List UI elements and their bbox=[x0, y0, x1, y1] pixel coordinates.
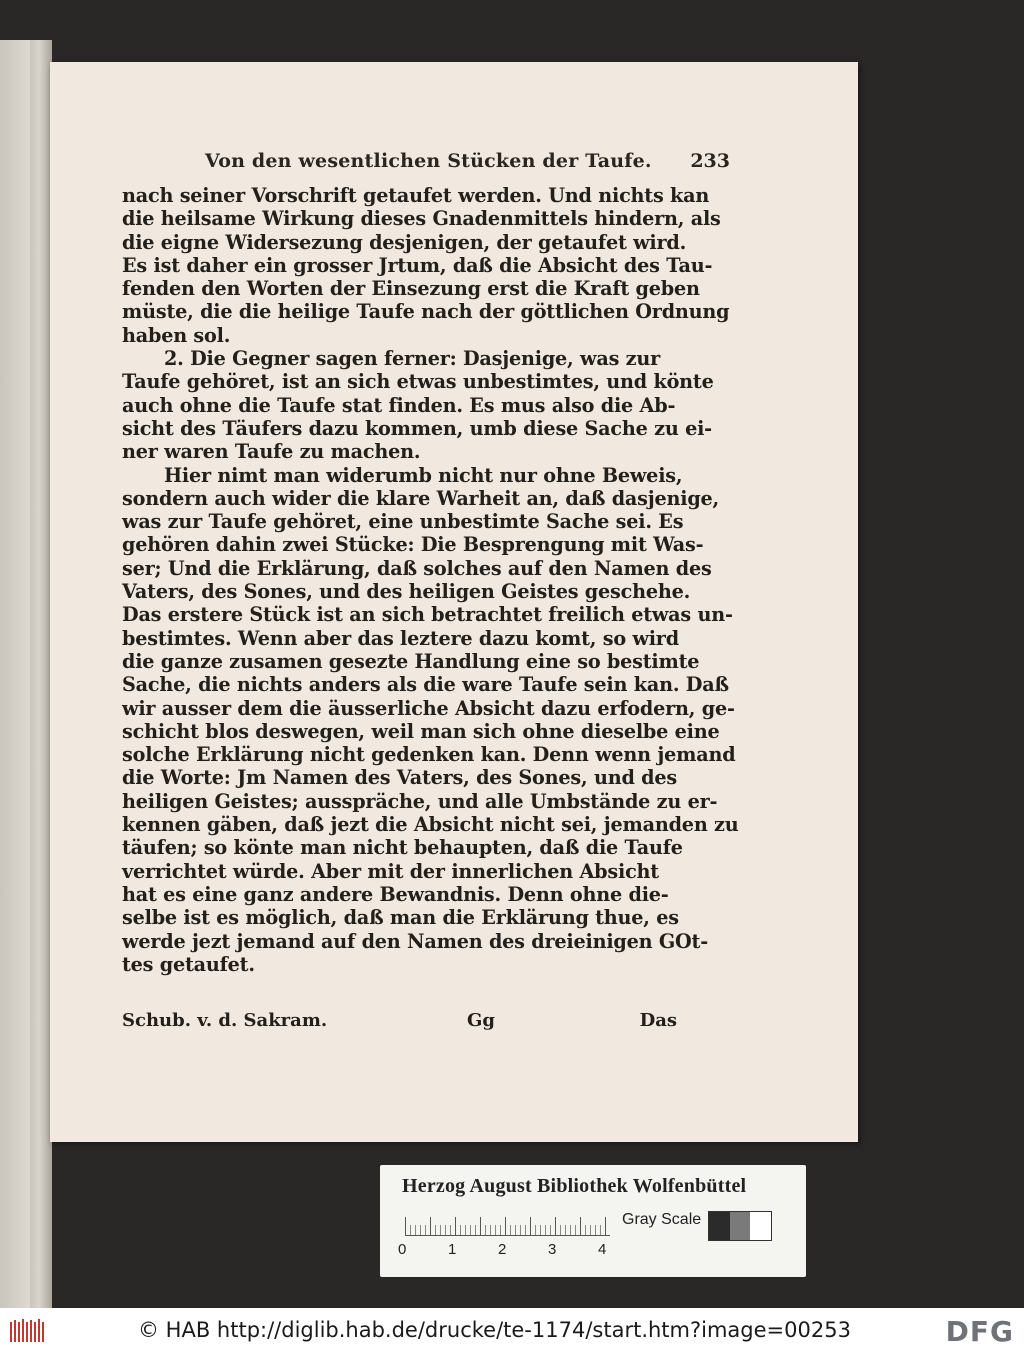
ruler-tick bbox=[540, 1225, 541, 1235]
text-line: Sache, die nichts anders als die ware Taufe sein kan. Daß bbox=[122, 673, 729, 697]
text-line: Taufe gehöret, ist an sich etwas unbestimtes, und könte bbox=[122, 370, 714, 394]
text-line: die eigne Widersezung desjenigen, der getaufet wird. bbox=[122, 230, 687, 254]
ruler-tick bbox=[455, 1217, 456, 1235]
page-footer bbox=[122, 1010, 677, 1036]
text-line: ner waren Taufe zu machen. bbox=[122, 440, 421, 464]
running-head bbox=[205, 150, 730, 178]
page-body-text bbox=[122, 184, 739, 976]
hab-logo-icon bbox=[8, 1316, 46, 1346]
ruler-tick bbox=[550, 1225, 551, 1235]
catchword: Das bbox=[639, 1010, 677, 1031]
text-line: heiligen Geistes; ausspräche, und alle Umbstände zu er- bbox=[122, 789, 718, 813]
ruler-number: 0 bbox=[398, 1241, 407, 1258]
text-line: nach seiner Vorschrift getaufet werden. Und nichts kan bbox=[122, 184, 710, 207]
text-line: täufen; so könte man nicht behaupten, daß die Taufe bbox=[122, 836, 683, 860]
signature-mark: Gg bbox=[467, 1010, 495, 1031]
library-name: Herzog August Bibliothek Wolfenbüttel bbox=[402, 1175, 747, 1197]
text-line: ser; Und die Erklärung, daß solches auf den Namen des bbox=[122, 556, 712, 580]
text-line: müste, die die heilige Taufe nach der göttlichen Ordnung bbox=[122, 300, 730, 324]
text-line: Hier nimt man widerumb nicht nur ohne Beweis, bbox=[164, 463, 683, 487]
gray-swatch bbox=[709, 1212, 730, 1240]
ruler-number: 1 bbox=[448, 1241, 457, 1258]
gray-scale-label: Gray Scale bbox=[622, 1211, 702, 1228]
ruler-tick bbox=[535, 1225, 536, 1235]
scale-ruler bbox=[405, 1211, 610, 1237]
ruler-tick bbox=[510, 1225, 511, 1235]
text-line: verrichtet würde. Aber mit der innerlichen Absicht bbox=[122, 859, 659, 883]
text-line: tes getaufet. bbox=[122, 952, 255, 976]
ruler-number: 2 bbox=[498, 1241, 507, 1258]
color-reference-card bbox=[380, 1165, 806, 1277]
ruler-numbers bbox=[398, 1241, 638, 1261]
text-line: Vaters, des Sones, und des heiligen Geistes geschehe. bbox=[122, 580, 691, 604]
footer-bar bbox=[0, 1308, 1024, 1353]
ruler-tick bbox=[600, 1225, 601, 1235]
ruler-tick bbox=[450, 1225, 451, 1235]
text-line: kennen gäben, daß jezt die Absicht nicht sei, jemanden zu bbox=[122, 813, 739, 837]
ruler-tick bbox=[515, 1225, 516, 1235]
text-line: schicht blos deswegen, weil man sich ohne dieselbe eine bbox=[122, 719, 720, 743]
signature-line: Schub. v. d. Sakram. bbox=[122, 1010, 328, 1031]
ruler-tick bbox=[520, 1225, 521, 1235]
ruler-tick bbox=[555, 1217, 556, 1235]
text-line: fenden den Worten der Einsezung erst die Kraft geben bbox=[122, 277, 700, 301]
text-line: die heilsame Wirkung dieses Gnadenmittels hindern, als bbox=[122, 207, 721, 231]
ruler-tick bbox=[475, 1225, 476, 1235]
text-line: gehören dahin zwei Stücke: Die Besprengung mit Was- bbox=[122, 533, 704, 557]
text-line: auch ohne die Taufe stat finden. Es mus also die Ab- bbox=[122, 393, 676, 417]
ruler-tick bbox=[425, 1225, 426, 1235]
text-line: solche Erklärung nicht gedenken kan. Denn wenn jemand bbox=[122, 743, 736, 767]
ruler-number: 4 bbox=[598, 1241, 607, 1258]
text-line: bestimtes. Wenn aber das leztere dazu komt, so wird bbox=[122, 626, 679, 650]
ruler-tick bbox=[470, 1225, 471, 1235]
ruler-tick bbox=[595, 1225, 596, 1235]
ruler-tick bbox=[585, 1225, 586, 1235]
ruler-tick bbox=[435, 1225, 436, 1235]
ruler-tick bbox=[570, 1225, 571, 1235]
ruler-tick bbox=[415, 1225, 416, 1235]
ruler-tick bbox=[495, 1225, 496, 1235]
ruler-tick bbox=[420, 1225, 421, 1235]
text-line: die ganze zusamen gesezte Handlung eine so bestimte bbox=[122, 649, 700, 673]
text-line: wir ausser dem die äusserliche Absicht dazu erfodern, ge- bbox=[122, 696, 735, 720]
dfg-logo: DFG bbox=[945, 1315, 1014, 1348]
text-line: sicht des Täufers dazu kommen, umb diese Sache zu ei- bbox=[122, 416, 712, 440]
ruler-tick bbox=[405, 1217, 406, 1235]
gray-swatch bbox=[750, 1212, 771, 1240]
ruler-tick bbox=[565, 1225, 566, 1235]
ruler-tick bbox=[575, 1225, 576, 1235]
ruler-tick bbox=[560, 1225, 561, 1235]
text-line: 2. Die Gegner sagen ferner: Dasjenige, was zur bbox=[164, 347, 661, 371]
ruler-tick bbox=[440, 1225, 441, 1235]
ruler-tick bbox=[545, 1225, 546, 1235]
facing-page-strip bbox=[0, 40, 30, 1308]
ruler-tick bbox=[605, 1217, 606, 1235]
copyright-link[interactable]: © HAB http://diglib.hab.de/drucke/te-1174/start.htm?image=00253 bbox=[138, 1318, 851, 1342]
text-line: sondern auch wider die klare Warheit an, daß dasjenige, bbox=[122, 486, 720, 510]
ruler-tick bbox=[500, 1225, 501, 1235]
ruler-tick bbox=[445, 1225, 446, 1235]
ruler-tick bbox=[465, 1225, 466, 1235]
ruler-tick bbox=[410, 1225, 411, 1235]
text-line: selbe ist es möglich, daß man die Erklärung thue, es bbox=[122, 906, 679, 930]
text-line: Das erstere Stück ist an sich betrachtet freilich etwas un- bbox=[122, 603, 733, 627]
gray-swatch bbox=[730, 1212, 751, 1240]
text-line: Es ist daher ein grosser Jrtum, daß die Absicht des Tau- bbox=[122, 253, 713, 277]
ruler-tick bbox=[530, 1217, 531, 1235]
ruler-tick bbox=[430, 1217, 431, 1235]
ruler-tick bbox=[480, 1217, 481, 1235]
gray-scale-swatches bbox=[708, 1211, 772, 1241]
text-line: hat es eine ganz andere Bewandnis. Denn ohne die- bbox=[122, 882, 669, 906]
ruler-tick bbox=[525, 1225, 526, 1235]
book-page bbox=[50, 62, 858, 1142]
ruler-tick bbox=[590, 1225, 591, 1235]
ruler-tick bbox=[505, 1217, 506, 1235]
page-number: 233 bbox=[690, 150, 730, 172]
running-head-title: Von den wesentlichen Stücken der Taufe. bbox=[205, 150, 652, 172]
text-line: die Worte: Jm Namen des Vaters, des Sones, und des bbox=[122, 766, 677, 790]
text-line: was zur Taufe gehöret, eine unbestimte Sache sei. Es bbox=[122, 510, 684, 534]
ruler-tick bbox=[490, 1225, 491, 1235]
ruler-number: 3 bbox=[548, 1241, 557, 1258]
ruler-tick bbox=[580, 1217, 581, 1235]
ruler-tick bbox=[485, 1225, 486, 1235]
ruler-tick bbox=[460, 1225, 461, 1235]
text-line: werde jezt jemand auf den Namen des dreieinigen GOt- bbox=[122, 929, 708, 953]
text-line: haben sol. bbox=[122, 323, 231, 347]
